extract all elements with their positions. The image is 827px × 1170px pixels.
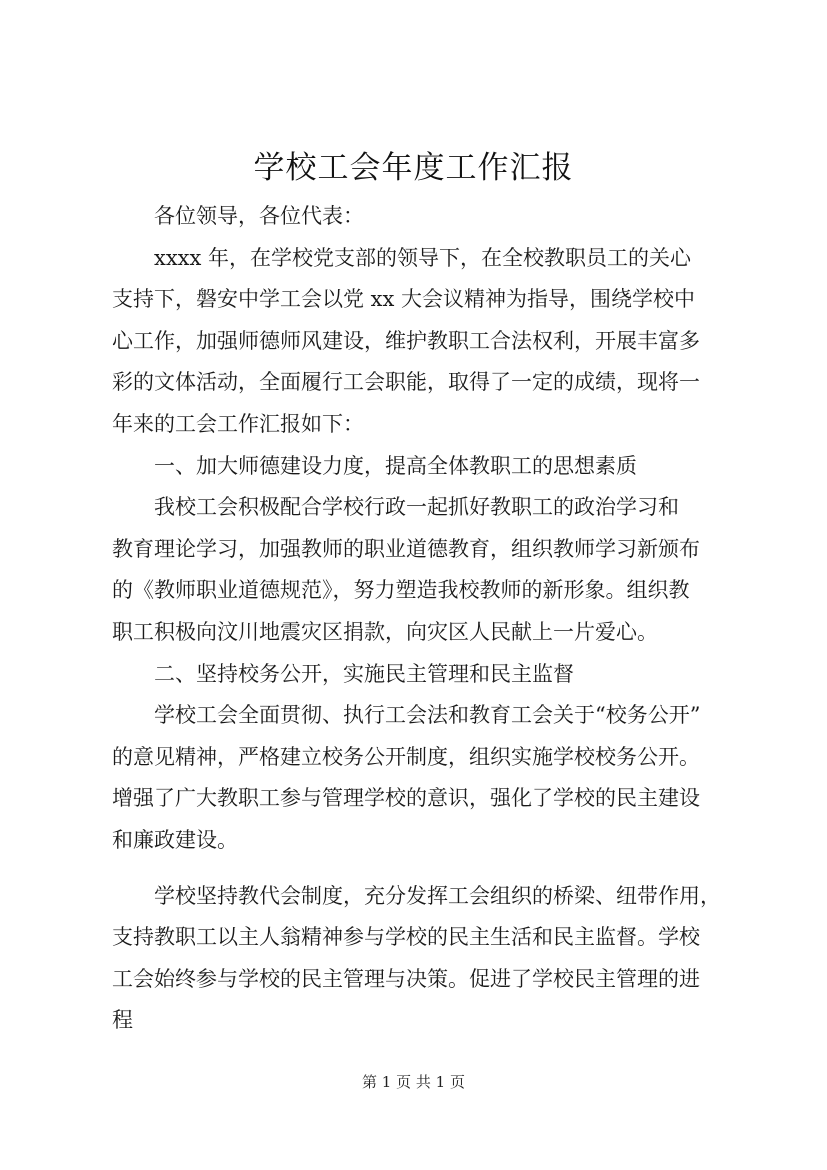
paragraph-line: 教育理论学习，加强教师的职业道德教育，组织教师学习新颁布 bbox=[112, 536, 700, 561]
salutation-line: 各位领导，各位代表： bbox=[154, 204, 364, 228]
paragraph-line: xxxx 年，在学校党支部的领导下，在全校教职员工的关心 bbox=[154, 245, 692, 270]
paragraph-line: 心工作，加强师德师风建设，维护教职工合法权利，开展丰富多 bbox=[112, 328, 700, 353]
paragraph-line: 工会始终参与学校的民主管理与决策。促进了学校民主管理的进 bbox=[112, 966, 700, 991]
paragraph-line: 支持教职工以主人翁精神参与学校的民主生活和民主监督。学校 bbox=[112, 925, 700, 950]
page-footer: 第 1 页 共 1 页 bbox=[362, 1073, 465, 1091]
paragraph-line: 彩的文体活动，全面履行工会职能，取得了一定的成绩，现将一 bbox=[112, 370, 700, 395]
paragraph-line: 增强了广大教职工参与管理学校的意识，强化了学校的民主建设 bbox=[112, 786, 700, 811]
paragraph-line: 程 bbox=[112, 1008, 133, 1033]
paragraph-line: 职工积极向汶川地震灾区捐款，向灾区人民献上一片爱心。 bbox=[112, 619, 658, 644]
paragraph-line: 的意见精神，严格建立校务公开制度，组织实施学校校务公开。 bbox=[112, 744, 700, 769]
paragraph-line: 和廉政建设。 bbox=[112, 827, 238, 852]
paragraph-line: 学校坚持教代会制度，充分发挥工会组织的桥梁、纽带作用， bbox=[154, 883, 721, 908]
document-title: 学校工会年度工作汇报 bbox=[253, 150, 574, 186]
paragraph-gap bbox=[112, 862, 717, 876]
paragraph-line: 年来的工会工作汇报如下： bbox=[112, 411, 364, 436]
paragraph-line: 学校工会全面贯彻、执行工会法和教育工会关于“校务公开” bbox=[154, 703, 701, 728]
paragraph-line: 支持下，磐安中学工会以党 xx 大会议精神为指导，围绕学校中 bbox=[112, 287, 696, 312]
paragraph-line: 的《教师职业道德规范》，努力塑造我校教师的新形象。组织教 bbox=[112, 578, 690, 603]
section-heading-1: 一、加大师德建设力度，提高全体教职工的思想素质 bbox=[154, 453, 637, 478]
document-body bbox=[112, 196, 721, 1042]
section-heading-2: 二、坚持校务公开，实施民主管理和民主监督 bbox=[154, 661, 574, 686]
paragraph-line: 我校工会积极配合学校行政一起抓好教职工的政治学习和 bbox=[154, 495, 679, 520]
